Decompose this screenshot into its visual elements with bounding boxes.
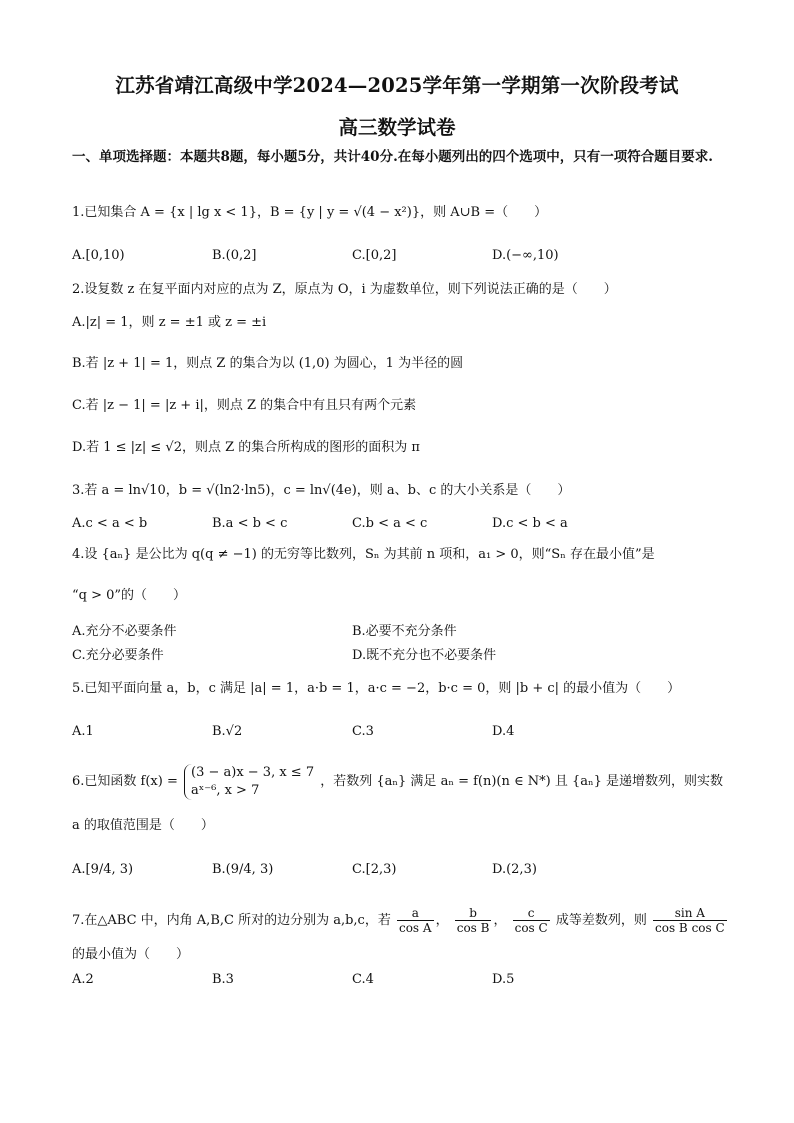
q3-option-c: C.b < a < c xyxy=(352,516,428,531)
q7-fraction-c: $\frac{c}{\text{cos C}}$ xyxy=(514,906,548,935)
q5-option-c: C.3 xyxy=(352,724,374,739)
q7-option-c: C.4 xyxy=(352,972,374,987)
question-7-stem: 7.在△ABC 中，内角 A,B,C 所对的边分别为 a,b,c，若 $\frac{a}{\text{cos A}}$ ， $\frac{b}{\text{cos B}}$ ， $\frac{c}{\text{cos C}}$ 成等差数列，则 $\frac{\text{sin A}}{\text{cos B cos C}}$ xyxy=(72,906,725,935)
q5-option-b: B.√2 xyxy=(212,724,243,739)
q6-option-a: A.[9/4, 3) xyxy=(72,862,134,877)
q7-fraction-a: $\frac{a}{\text{cos A}}$ xyxy=(398,906,432,935)
q6-case-2: aˣ⁻⁶, x > 7 xyxy=(191,782,260,798)
q3-option-b: B.a < b < c xyxy=(212,516,288,531)
q2-option-a: A.|z| = 1，则 z = ±1 或 z = ±i xyxy=(72,315,267,330)
q2-option-c: C.若 |z − 1| = |z + i|，则点 Z 的集合中有且只有两个元素 xyxy=(72,398,417,413)
question-4-stem-cont: “q > 0”的（ ） xyxy=(72,588,187,603)
q5-option-d: D.4 xyxy=(492,724,515,739)
q1-option-d: D.(−∞,10) xyxy=(492,248,559,263)
question-5-stem: 5.已知平面向量 a，b，c 满足 |a| = 1，a·b = 1，a·c = −2，b·c = 0，则 |b + c| 的最小值为（ ） xyxy=(72,681,681,696)
q7-fraction-b: $\frac{b}{\text{cos B}}$ xyxy=(456,906,490,935)
q6-case-1: (3 − a)x − 3, x ≤ 7 xyxy=(191,764,315,780)
q6-stem-prefix: 6.已知函数 f(x) = xyxy=(72,774,178,789)
q4-option-b: B.必要不充分条件 xyxy=(352,624,457,639)
q4-option-a: A.充分不必要条件 xyxy=(72,624,177,639)
q2-option-b: B.若 |z + 1| = 1，则点 Z 的集合为以 (1,0) 为圆心，1 为半径的圆 xyxy=(72,356,464,371)
q3-option-a: A.c < a < b xyxy=(72,516,148,531)
q6-option-d: D.(2,3) xyxy=(492,862,537,877)
exam-title: 江苏省靖江高级中学2024—2025学年第一学期第一次阶段考试 xyxy=(115,74,679,97)
q3-option-d: D.c < b < a xyxy=(492,516,568,531)
q6-option-b: B.(9/4, 3) xyxy=(212,862,274,877)
question-2-stem: 2.设复数 z 在复平面内对应的点为 Z，原点为 O，i 为虚数单位，则下列说法正确的是（ ） xyxy=(72,282,617,297)
question-4-stem: 4.设 {aₙ} 是公比为 q(q ≠ −1) 的无穷等比数列，Sₙ 为其前 n 项和，a₁ > 0，则“Sₙ 存在最小值”是 xyxy=(72,547,655,562)
q7-option-b: B.3 xyxy=(212,972,234,987)
q6-piecewise xyxy=(184,764,314,800)
question-6-stem xyxy=(72,762,723,802)
q7-option-a: A.2 xyxy=(72,972,94,987)
q7-stem-prefix: 7.在△ABC 中，内角 A,B,C 所对的边分别为 a,b,c，若 xyxy=(72,913,391,928)
q6-stem-suffix: ，若数列 {aₙ} 满足 aₙ = f(n)(n ∈ N*) 且 {aₙ} 是递增数列，则实数 xyxy=(320,774,724,789)
q2-option-d: D.若 1 ≤ |z| ≤ √2，则点 Z 的集合所构成的图形的面积为 π xyxy=(72,440,420,455)
question-6-stem-cont: a 的取值范围是（ ） xyxy=(72,818,214,833)
q6-option-c: C.[2,3) xyxy=(352,862,397,877)
q7-option-d: D.5 xyxy=(492,972,515,987)
q7-stem-mid: 成等差数列，则 xyxy=(555,913,647,928)
exam-subtitle: 高三数学试卷 xyxy=(338,116,456,139)
q1-option-a: A.[0,10) xyxy=(72,248,125,263)
question-3-stem: 3.若 a = ln√10，b = √(ln2·ln5)，c = ln√(4e)，则 a、b、c 的大小关系是（ ） xyxy=(72,483,571,498)
q7-fraction-target: $\frac{\text{sin A}}{\text{cos B cos C}}$ xyxy=(655,906,725,935)
question-7-stem-cont: 的最小值为（ ） xyxy=(72,947,190,962)
q4-option-c: C.充分必要条件 xyxy=(72,648,164,663)
q5-option-a: A.1 xyxy=(72,724,94,739)
question-1-stem: 1.已知集合 A = {x | lg x < 1}，B = {y | y = √(4 − x²)}，则 A∪B =（ ） xyxy=(72,205,548,220)
q1-option-c: C.[0,2] xyxy=(352,248,397,263)
q4-option-d: D.既不充分也不必要条件 xyxy=(352,648,497,663)
section-heading: 一、单项选择题：本题共8题，每小题5分，共计40分.在每小题列出的四个选项中，只有一项符合题目要求. xyxy=(72,149,713,165)
q1-option-b: B.(0,2] xyxy=(212,248,257,263)
